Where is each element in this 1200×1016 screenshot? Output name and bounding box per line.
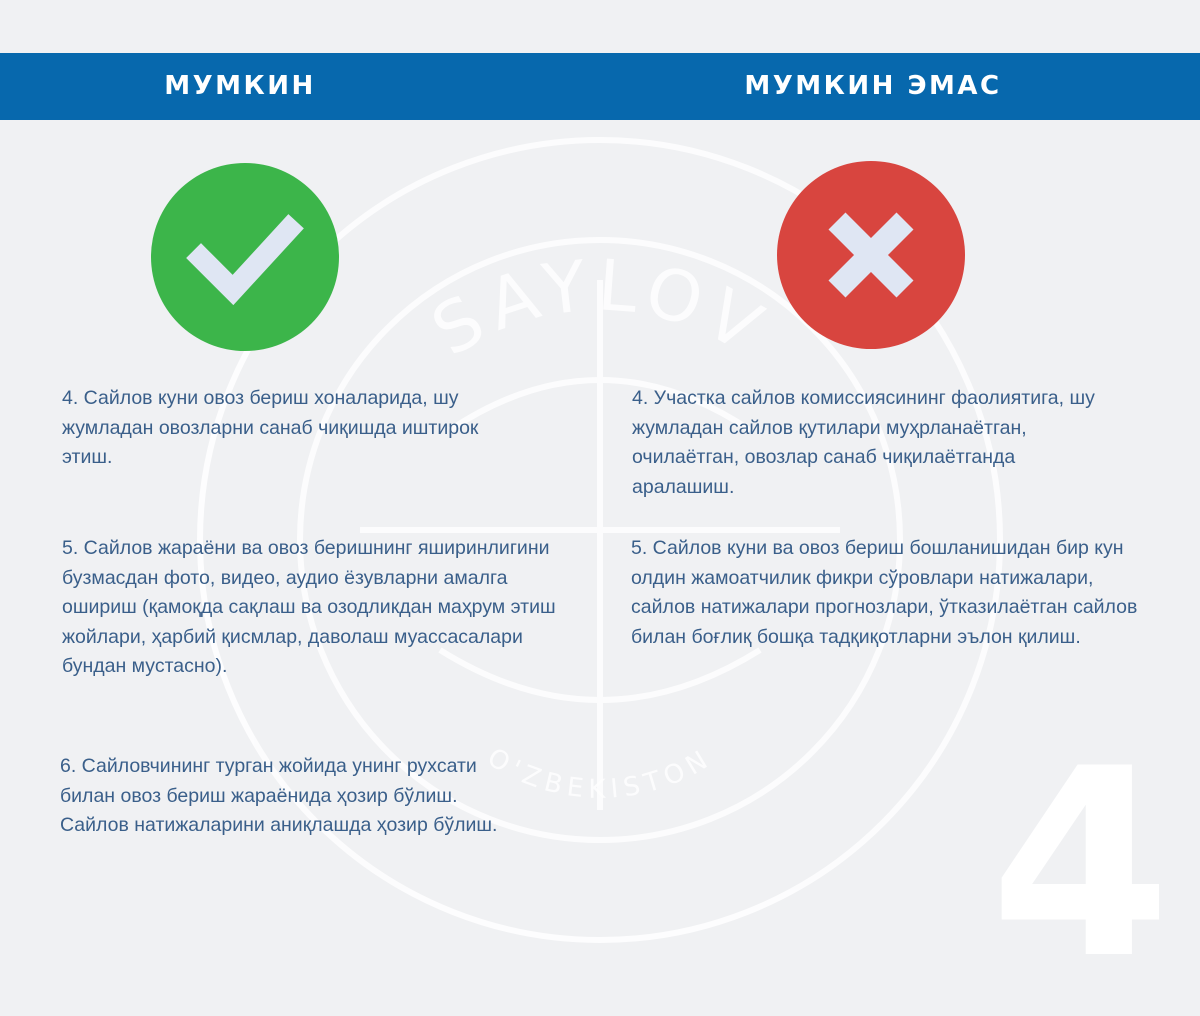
page-number: 4 xyxy=(990,714,1171,1016)
forbidden-item-5: 5. Сайлов куни ва овоз бериш бошланишидан бир кун олдин жамоатчилик фикри сўровлари натижалари, сайлов натижалари прогнозлари, ўтказилаётган сайлов билан боғлиқ бошқа тадқиқотларни эълон қилиш. xyxy=(631,537,1138,648)
check-icon xyxy=(151,163,339,351)
allowed-title: МУМКИН xyxy=(164,71,316,101)
allowed-item-4: 4. Сайлов куни овоз бериш хоналарида, шу жумладан овозларни санаб чиқишда иштирок этиш. xyxy=(62,387,479,469)
cross-icon xyxy=(777,161,965,349)
watermark-top-text: SAYLOV xyxy=(418,244,782,373)
forbidden-item-4: 4. Участка сайлов комиссиясининг фаолиятига, шу жумладан сайлов қутилари муҳрланаётган, очилаётган, овозлар санаб чиқилаётганда аралашиш. xyxy=(632,387,1095,498)
header-bar xyxy=(0,53,1200,120)
forbidden-title: МУМКИН ЭМАС xyxy=(744,71,1002,101)
allowed-item-6: 6. Сайловчининг турган жойида унинг рухсати билан овоз бериш жараёнида ҳозир бўлиш. Сайлов натижаларини аниқлашда ҳозир бўлиш. xyxy=(60,755,498,837)
allowed-item-5: 5. Сайлов жараёни ва овоз беришнинг яширинлигини бузмасдан фото, видео, аудио ёзувларни амалга ошириш (қамоқда сақлаш ва озодликдан маҳрум этиш жойлари, ҳарбий қисмлар, даволаш муассасалари бундан мустасно). xyxy=(62,537,556,678)
watermark-bottom-text: O'ZBEKISTON xyxy=(482,742,718,805)
